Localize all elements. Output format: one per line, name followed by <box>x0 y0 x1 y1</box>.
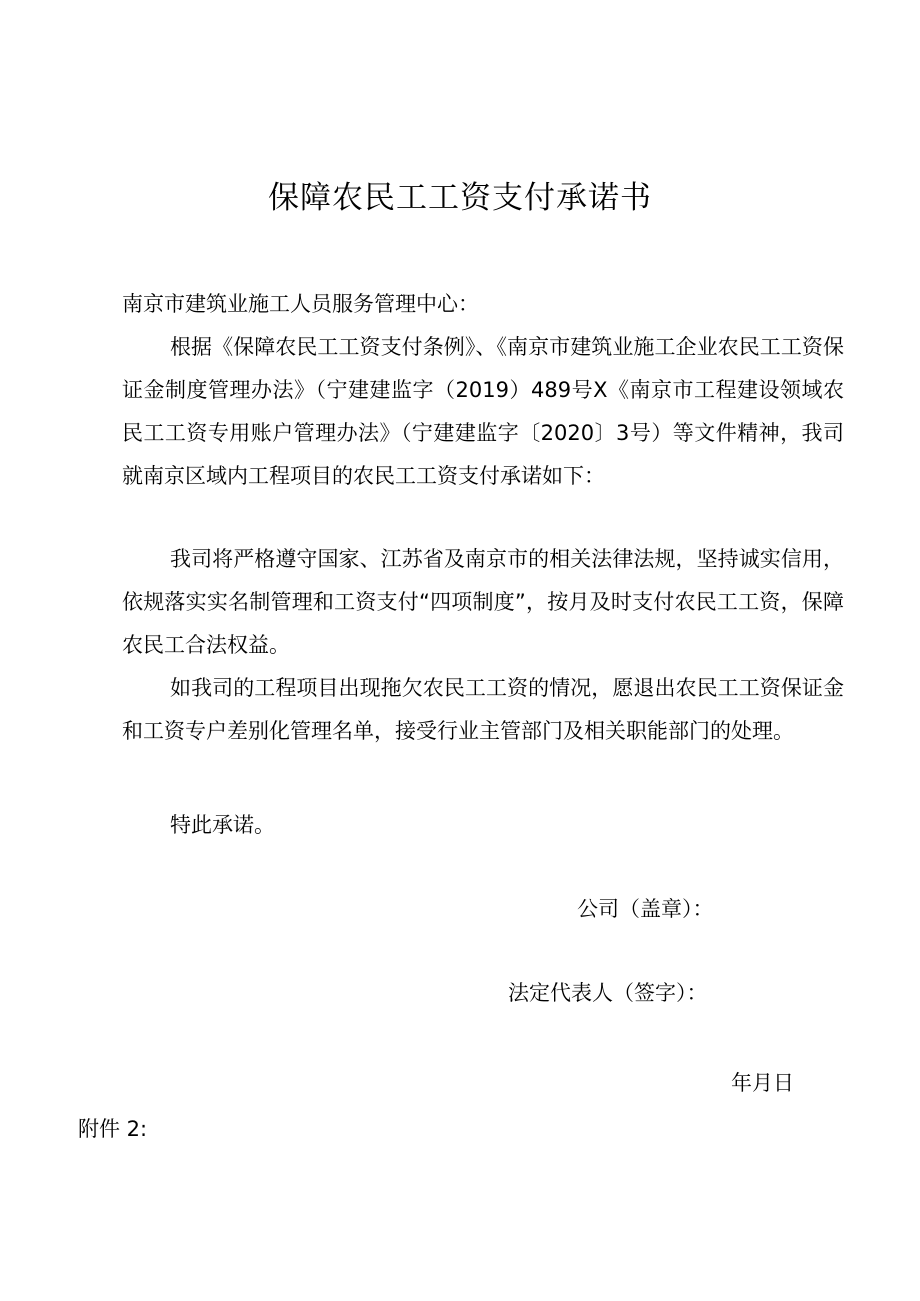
addressee: 南京市建筑业施工人员服务管理中心： <box>122 292 479 316</box>
company-seal-line: 公司（盖章）： <box>577 897 714 921</box>
attachment-label: 附件 2: <box>78 1117 148 1141</box>
paragraph-closing: 特此承诺。 <box>170 813 275 837</box>
document-title: 保障农民工工资支付承诺书 <box>268 180 652 216</box>
paragraph-penalty: 如我司的工程项目出现拖欠农民工工资的情况，愿退出农民工工资保证金和工资专户差别化管理名单，接受行业主管部门及相关职能部门的处理。 <box>122 676 844 743</box>
paragraph-basis: 根据《保障农民工工资支付条例》、《南京市建筑业施工企业农民工工资保证金制度管理办法》（宁建建监字（2019）489号X《南京市工程建设领域农民工工资专用账户管理办法》（宁建建监字〔2020〕3号）等文件精神，我司就南京区域内工程项目的农民工工资支付承诺如下： <box>122 335 844 488</box>
paragraph-commitment: 我司将严格遵守国家、江苏省及南京市的相关法律法规，坚持诚实信用，依规落实实名制管理和工资支付“四项制度”，按月及时支付农民工工资，保障农民工合法权益。 <box>122 547 844 657</box>
date-line: 年月日 <box>731 1071 794 1095</box>
legal-representative-line: 法定代表人（签字）： <box>508 981 708 1005</box>
